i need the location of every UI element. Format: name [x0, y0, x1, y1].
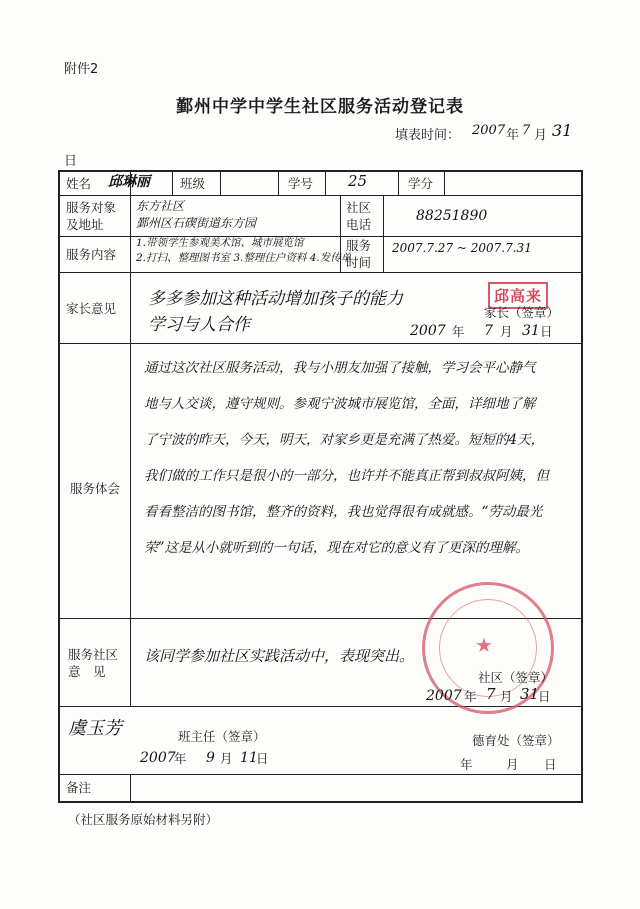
head-teacher-date-year: 2007	[140, 750, 176, 766]
community-opinion-label-line1: 服务社区	[68, 647, 119, 662]
credit-label: 学分	[408, 176, 434, 191]
student-id-value: 25	[348, 172, 368, 190]
experience-line: 看看整洁的图书馆，整齐的资料，我也觉得很有成就感。“劳动最光	[144, 504, 543, 520]
community-date-year-unit: 年	[464, 689, 477, 704]
experience-line: 荣”这是从小就听到的一句话，现在对它的意义有了更深的理解。	[144, 540, 529, 556]
parent-opinion-value	[148, 286, 403, 338]
parent-opinion-line2: 学习与人合作	[148, 315, 250, 335]
community-phone-label-line2: 电话	[346, 217, 372, 232]
parent-date-month-unit: 月	[500, 324, 513, 339]
community-opinion-label-line2: 意 见	[68, 664, 106, 679]
footer-note: （社区服务原始材料另附）	[68, 812, 219, 827]
experience-line: 我们做的工作只是很小的一部分，也许并不能真正帮到叔叔阿姨，但	[144, 468, 549, 484]
community-opinion-value: 该同学参加社区实践活动中，表现突出。	[144, 647, 415, 665]
service-target-label-line2: 及地址	[66, 217, 104, 232]
service-time-value: 2007.7.27 ~ 2007.7.31	[392, 241, 532, 255]
experience-text	[144, 350, 549, 566]
service-target-label-line1: 服务对象	[66, 200, 117, 215]
service-content-value	[136, 236, 351, 266]
service-target-line2: 鄞州区石碶街道东方园	[136, 216, 257, 230]
service-content-label: 服务内容	[66, 247, 117, 262]
service-time-label-line2: 时间	[346, 255, 372, 270]
fill-time-label: 填表时间：	[395, 128, 461, 143]
name-value: 邱琳丽	[108, 174, 150, 190]
service-target-value	[136, 198, 256, 232]
community-date-day-unit: 日	[538, 689, 551, 704]
head-teacher-date-month: 9	[206, 750, 215, 766]
head-teacher-date-day: 11	[240, 750, 258, 766]
community-seal-star: ★	[475, 633, 493, 657]
community-date-month: 7	[486, 685, 496, 703]
name-label: 姓名	[66, 176, 92, 191]
community-date-year: 2007	[426, 688, 462, 704]
fill-time-month: 7	[522, 123, 531, 138]
fill-time-day: 31	[552, 121, 573, 140]
head-teacher-date-year-unit: 年	[174, 751, 187, 766]
moral-office-date-year-unit: 年	[460, 757, 473, 772]
community-phone-value: 88251890	[416, 208, 488, 224]
parent-opinion-line1: 多多参加这种活动增加孩子的能力	[148, 289, 403, 309]
service-content-line2: 2.打扫、整理图书室 3.整理住户资料 4.发传单	[136, 252, 352, 264]
experience-line: 通过这次社区服务活动，我与小朋友加强了接触，学习会平心静气	[144, 360, 536, 376]
remark-label: 备注	[66, 780, 92, 795]
parent-stamp: 邱高来	[488, 282, 548, 309]
service-content-line1: 1.带领学生参观美术馆、城市展览馆	[136, 237, 304, 249]
parent-date-month: 7	[484, 323, 493, 339]
form-title: 鄞州中学中学生社区服务活动登记表	[176, 97, 464, 117]
moral-office-date-month-unit: 月	[506, 757, 519, 772]
experience-label: 服务体会	[70, 481, 121, 496]
registration-table	[58, 170, 583, 803]
moral-office-label: 德育处（签章）	[472, 733, 560, 748]
parent-opinion-label: 家长意见	[66, 301, 117, 316]
parent-date-day: 31	[522, 323, 540, 339]
community-date-day: 31	[520, 685, 540, 703]
moral-office-date-day-unit: 日	[544, 757, 557, 772]
parent-date-year: 2007	[410, 323, 446, 339]
experience-line: 地与人交谈，遵守规则。参观宁波城市展览馆，全面，详细地了解	[144, 396, 536, 412]
fill-time-year-unit: 年	[506, 128, 520, 143]
experience-line: 了宁波的昨天，今天，明天，对家乡更是充满了热爱。短短的4天，	[144, 432, 545, 448]
class-label: 班级	[180, 176, 206, 191]
community-phone-label-line1: 社区	[346, 200, 372, 215]
student-id-label: 学号	[288, 176, 314, 191]
head-teacher-label: 班主任（签章）	[178, 729, 266, 744]
community-sign-label: 社区（签章）	[478, 670, 554, 685]
service-target-line1: 东方社区	[136, 199, 185, 213]
fill-time-year: 2007	[472, 123, 506, 138]
service-target-label	[66, 199, 116, 233]
community-opinion-label	[68, 646, 118, 680]
head-teacher-signature: 虞玉芳	[68, 718, 122, 739]
parent-date-day-unit: 日	[540, 324, 553, 339]
attachment-label: 附件2	[64, 62, 99, 77]
parent-date-year-unit: 年	[452, 324, 465, 339]
head-teacher-date-month-unit: 月	[220, 751, 233, 766]
head-teacher-date-day-unit: 日	[256, 751, 269, 766]
service-time-label-line1: 服务	[346, 238, 372, 253]
fill-time-month-unit: 月	[534, 128, 548, 143]
parent-sign-label: 家长（签章）	[484, 305, 560, 320]
service-time-label	[346, 237, 371, 271]
community-phone-label	[346, 199, 371, 233]
community-date-month-unit: 月	[500, 689, 513, 704]
fill-time-day-unit: 日	[64, 154, 78, 169]
